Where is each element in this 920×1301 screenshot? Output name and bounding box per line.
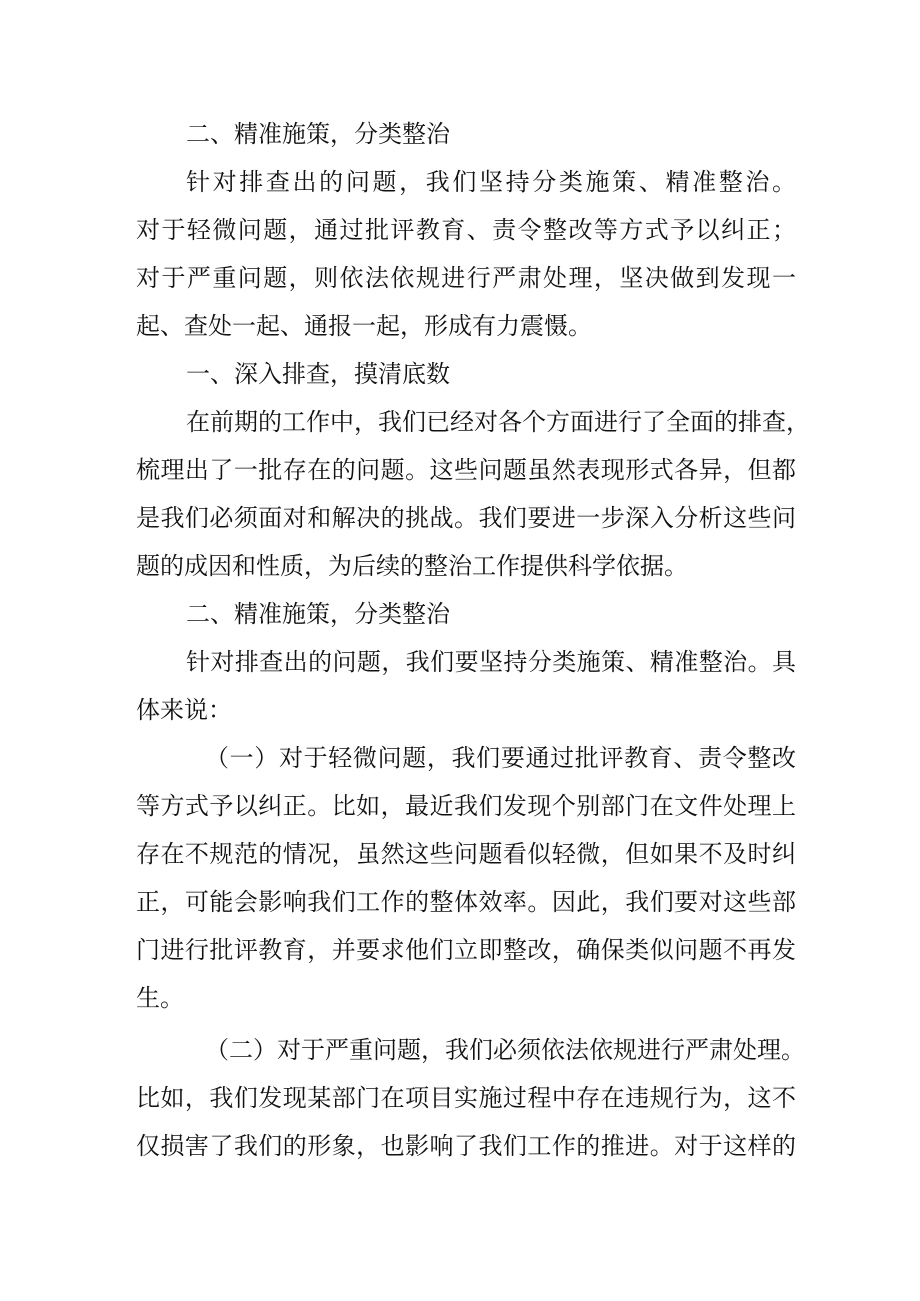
- paragraph-line: （一）对于轻微问题，我们要通过批评教育、责令整改: [205, 744, 796, 772]
- section-heading: 二、精准施策，分类整治: [186, 600, 450, 628]
- paragraph-line: 梳理出了一批存在的问题。这些问题虽然表现形式各异，但都: [136, 456, 796, 484]
- paragraph-line: 题的成因和性质，为后续的整治工作提供科学依据。: [136, 552, 688, 580]
- paragraph-line: 针对排查出的问题，我们坚持分类施策、精准整治。: [186, 168, 796, 196]
- paragraph-line: 在前期的工作中，我们已经对各个方面进行了全面的排查，: [186, 408, 810, 436]
- paragraph-line: 仅损害了我们的形象，也影响了我们工作的推进。对于这样的: [136, 1132, 796, 1160]
- section-heading: 一、深入排查，摸清底数: [186, 360, 450, 388]
- section-heading: 二、精准施策，分类整治: [186, 120, 450, 148]
- paragraph-line: 等方式予以纠正。比如，最近我们发现个别部门在文件处理上: [136, 792, 796, 820]
- paragraph-line: 存在不规范的情况，虽然这些问题看似轻微，但如果不及时纠: [136, 840, 796, 868]
- paragraph-line: 对于严重问题，则依法依规进行严肃处理，坚决做到发现一: [136, 264, 796, 292]
- paragraph-line: 门进行批评教育，并要求他们立即整改，确保类似问题不再发: [136, 936, 796, 964]
- paragraph-line: 起、查处一起、通报一起，形成有力震慑。: [136, 312, 592, 340]
- paragraph-line: 正，可能会影响我们工作的整体效率。因此，我们要对这些部: [136, 888, 796, 916]
- paragraph-line: （二）对于严重问题，我们必须依法依规进行严肃处理。: [205, 1036, 805, 1064]
- paragraph-line: 对于轻微问题，通过批评教育、责令整改等方式予以纠正；: [136, 216, 796, 244]
- paragraph-line: 体来说：: [136, 696, 232, 724]
- paragraph-line: 针对排查出的问题，我们要坚持分类施策、精准整治。具: [186, 648, 796, 676]
- paragraph-line: 是我们必须面对和解决的挑战。我们要进一步深入分析这些问: [136, 504, 796, 532]
- paragraph-line: 比如，我们发现某部门在项目实施过程中存在违规行为，这不: [136, 1084, 796, 1112]
- paragraph-line: 生。: [136, 984, 184, 1012]
